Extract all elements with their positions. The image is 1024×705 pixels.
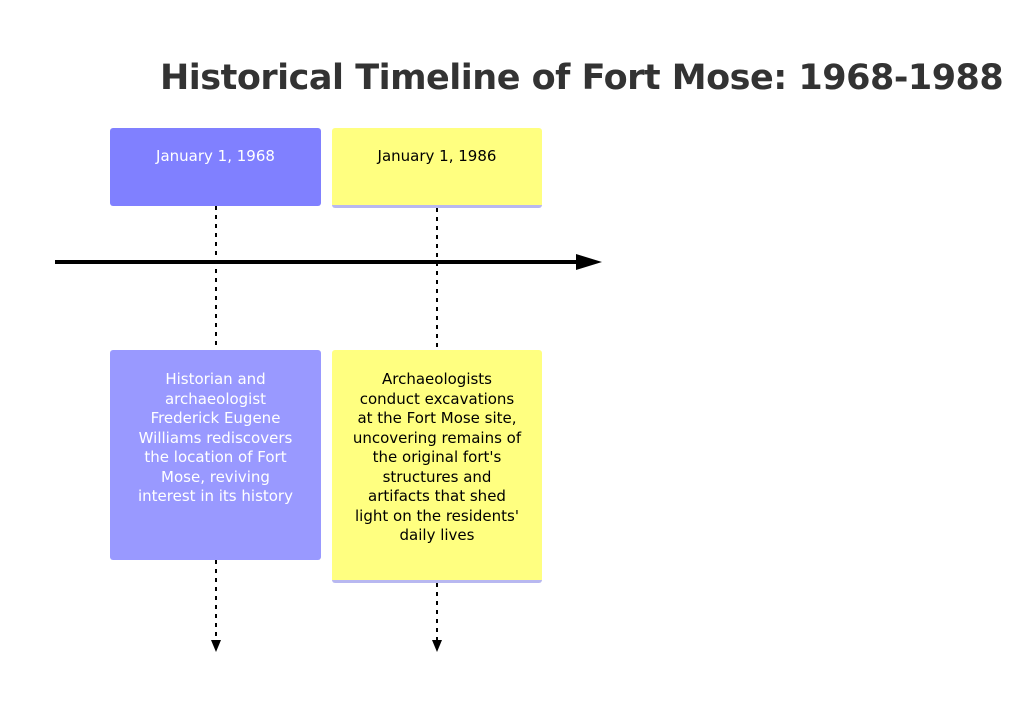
event-1-description: Historian and archaeologist Frederick Eugene Williams rediscovers the location of Fort Mose, reviving interest in its history bbox=[138, 370, 293, 505]
page-title: Historical Timeline of Fort Mose: 1968-1988 bbox=[160, 58, 1004, 98]
event-1-date-box bbox=[110, 128, 321, 206]
event-2-date-box bbox=[332, 128, 542, 208]
event-1-description-box bbox=[110, 350, 321, 560]
event-2-arrowhead bbox=[432, 640, 442, 652]
event-1-date: January 1, 1968 bbox=[156, 147, 275, 165]
event-2-description: Archaeologists conduct excavations at the Fort Mose site, uncovering remains of the original fort's structures and artifacts that shed light on the residents' daily lives bbox=[352, 370, 522, 544]
event-1-arrowhead bbox=[211, 640, 221, 652]
event-2-description-box bbox=[332, 350, 542, 583]
event-2-date: January 1, 1986 bbox=[377, 146, 497, 165]
timeline-axis-arrowhead bbox=[576, 254, 602, 270]
